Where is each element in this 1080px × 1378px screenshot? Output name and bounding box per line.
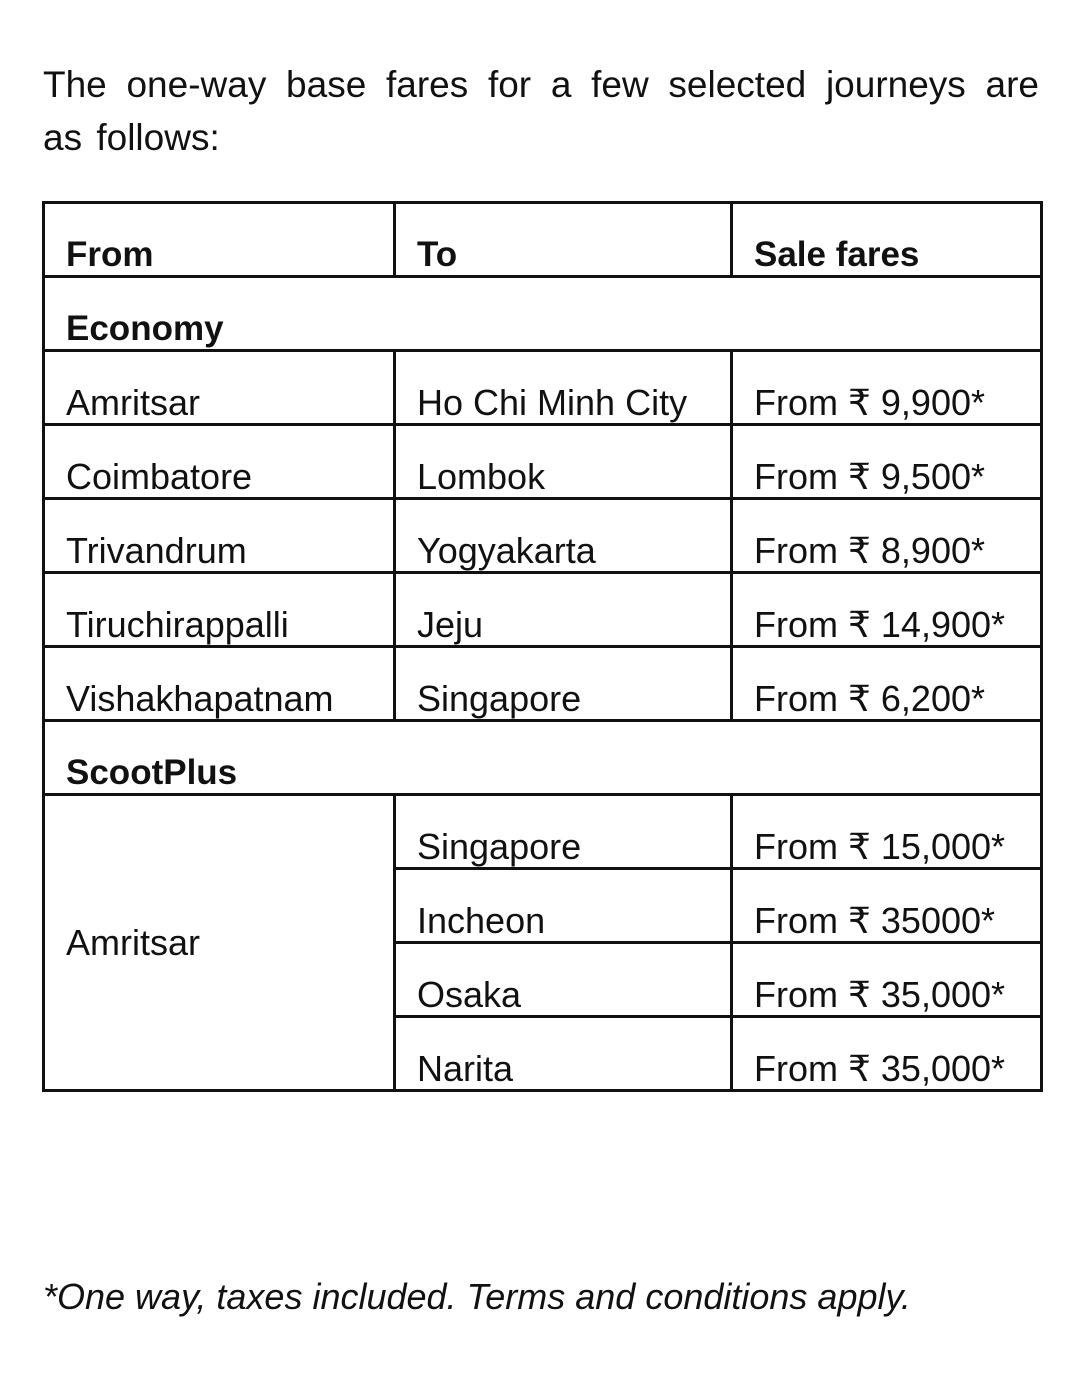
section-row-economy <box>44 277 1042 351</box>
to-cell: Lombok <box>395 425 732 499</box>
from-cell: Tiruchirappalli <box>44 573 395 647</box>
footnote: *One way, taxes included. Terms and conditions apply. <box>43 1276 911 1317</box>
from-cell: Trivandrum <box>44 499 395 573</box>
fare-cell: From ₹ 8,900* <box>732 499 1042 573</box>
to-cell: Singapore <box>395 647 732 721</box>
table-row <box>44 647 1042 721</box>
section-title-scootplus: ScootPlus <box>44 721 1042 795</box>
to-cell: Narita <box>395 1017 732 1091</box>
to-cell: Yogyakarta <box>395 499 732 573</box>
section-title-economy: Economy <box>44 277 1042 351</box>
column-header-to: To <box>395 203 732 277</box>
fare-cell: From ₹ 14,900* <box>732 573 1042 647</box>
fare-cell: From ₹ 35000* <box>732 869 1042 943</box>
to-cell: Ho Chi Minh City <box>395 351 732 425</box>
table-row <box>44 573 1042 647</box>
table-row <box>44 351 1042 425</box>
fare-cell: From ₹ 35,000* <box>732 943 1042 1017</box>
fare-cell: From ₹ 15,000* <box>732 795 1042 869</box>
table-header-row <box>44 203 1042 277</box>
column-header-sale-fares: Sale fares <box>732 203 1042 277</box>
fares-table <box>42 201 1043 1092</box>
from-cell: Vishakhapatnam <box>44 647 395 721</box>
from-cell: Amritsar <box>44 351 395 425</box>
to-cell: Incheon <box>395 869 732 943</box>
table-row <box>44 499 1042 573</box>
to-cell: Osaka <box>395 943 732 1017</box>
from-cell: Coimbatore <box>44 425 395 499</box>
fare-cell: From ₹ 9,500* <box>732 425 1042 499</box>
intro-paragraph: The one-way base fares for a few selected journeys are as follows: <box>43 64 1039 158</box>
fare-cell: From ₹ 9,900* <box>732 351 1042 425</box>
to-cell: Singapore <box>395 795 732 869</box>
from-cell-merged: Amritsar <box>44 795 395 1091</box>
table-row <box>44 425 1042 499</box>
fare-cell: From ₹ 35,000* <box>732 1017 1042 1091</box>
to-cell: Jeju <box>395 573 732 647</box>
table-row <box>44 795 1042 869</box>
fare-cell: From ₹ 6,200* <box>732 647 1042 721</box>
section-row-scootplus <box>44 721 1042 795</box>
column-header-from: From <box>44 203 395 277</box>
